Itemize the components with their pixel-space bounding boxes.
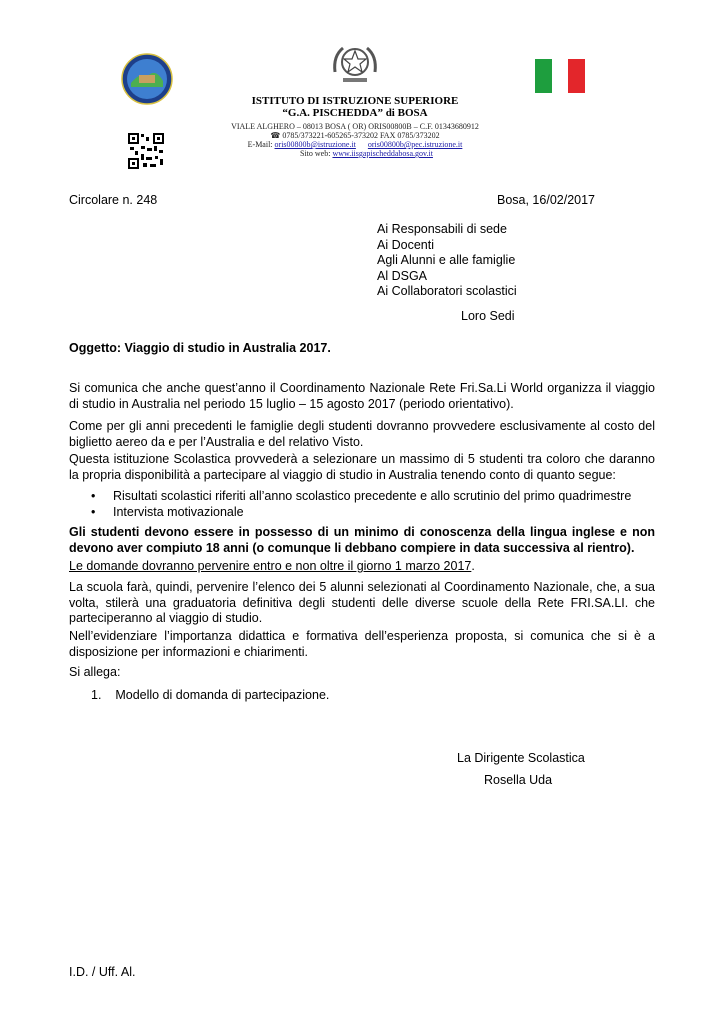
qr-code <box>127 132 165 170</box>
paragraph-3: Questa istituzione Scolastica provvederà a selezionare un massimo di 5 studenti tra coloro che daranno la propria disponibilità a partecipare al viaggio di studio in Australia tenendo conto di quanto segue: <box>69 452 655 482</box>
email-link[interactable]: oris00800b@istruzione.it <box>274 140 356 149</box>
school-phone: ☎ 0785/373221-605265-373202 FAX 0785/373202 <box>270 131 440 140</box>
paragraph-1: Si comunica che anche quest’anno il Coordinamento Nazionale Rete Fri.Sa.Li World organizza il viaggio di studio in Australia nel periodo 15 luglio – 15 agosto 2017 (periodo orientativo). <box>69 381 655 411</box>
attachment-number: 1. <box>91 688 102 702</box>
recipients-list <box>377 222 517 300</box>
school-name: “G.A. PISCHEDDA” di BOSA <box>282 107 428 119</box>
signature-title: La Dirigente Scolastica <box>457 751 585 765</box>
criteria-list <box>91 489 651 520</box>
attachment-title: Modello di domanda di partecipazione. <box>115 688 330 702</box>
attachments-label: Si allega: <box>69 665 121 679</box>
loro-sedi: Loro Sedi <box>461 309 515 323</box>
flag-red <box>568 59 585 93</box>
circolare-number: Circolare n. 248 <box>69 193 158 207</box>
paragraph-5: La scuola farà, quindi, pervenire l’elenco dei 5 alunni selezionati al Coordinamento Nazionale, che, a sua volta, stilerà una graduatoria definitiva degli studenti delle diverse scuole della Rete FRI.SA.LI. che parteciperanno al viaggio di studio. <box>69 580 655 625</box>
recipient: Ai Collaboratori scolastici <box>377 284 517 298</box>
flag-green <box>535 59 552 93</box>
school-website-line <box>300 149 500 158</box>
flag-white <box>552 59 569 93</box>
paragraph-2: Come per gli anni precedenti le famiglie degli studenti dovranno provvedere esclusivamente al costo del biglietto aereo da e per l’Australia e del relativo Visto. <box>69 419 655 449</box>
recipient: Al DSGA <box>377 268 428 283</box>
paragraph-6: Nell’evidenziare l’importanza didattica e formativa dell’esperienza proposta, si comunica che si è a disposizione per informazioni e chiarimenti. <box>69 629 655 659</box>
italian-republic-emblem <box>329 38 381 90</box>
recipient: Ai Responsabili di sede <box>377 222 507 236</box>
school-email-line <box>190 140 520 149</box>
recipient: Agli Alunni e alle famiglie <box>377 253 516 267</box>
deadline-line <box>69 559 655 575</box>
school-logo <box>121 53 173 105</box>
footer-reference: I.D. / Uff. Al. <box>69 965 136 979</box>
italian-flag <box>535 59 585 93</box>
recipient: Ai Docenti <box>377 237 434 252</box>
attachment-item <box>91 688 329 704</box>
requirements-paragraph: Gli studenti devono essere in possesso di un minimo di conoscenza della lingua inglese e non devono aver compiuto 18 anni (o comunque li debbano compiere in data successiva al rientro). <box>69 525 655 555</box>
school-type: ISTITUTO DI ISTRUZIONE SUPERIORE <box>251 95 459 107</box>
site-label: Sito web: <box>300 149 331 158</box>
list-item: • Intervista motivazionale <box>91 505 651 521</box>
pec-email-link[interactable]: oris00800b@pec.istruzione.it <box>367 140 463 149</box>
signature-name: Rosella Uda <box>484 773 553 787</box>
subject-line: Oggetto: Viaggio di studio in Australia 2017. <box>69 341 331 355</box>
website-link[interactable]: www.iisgapischeddabosa.gov.it <box>332 149 433 158</box>
deadline-text: Le domande dovranno pervenire entro e non oltre il giorno 1 marzo 2017 <box>69 559 472 573</box>
document-date: Bosa, 16/02/2017 <box>497 193 595 207</box>
list-item: • Risultati scolastici riferiti all’anno scolastico precedente e allo scrutinio del primo quadrimestre <box>91 489 651 505</box>
email-label: E-Mail: <box>247 140 273 149</box>
school-address: VIALE ALGHERO – 08013 BOSA ( OR) ORIS00800B – C.F. 01343680912 <box>231 122 479 131</box>
deadline-period: . <box>471 559 475 573</box>
